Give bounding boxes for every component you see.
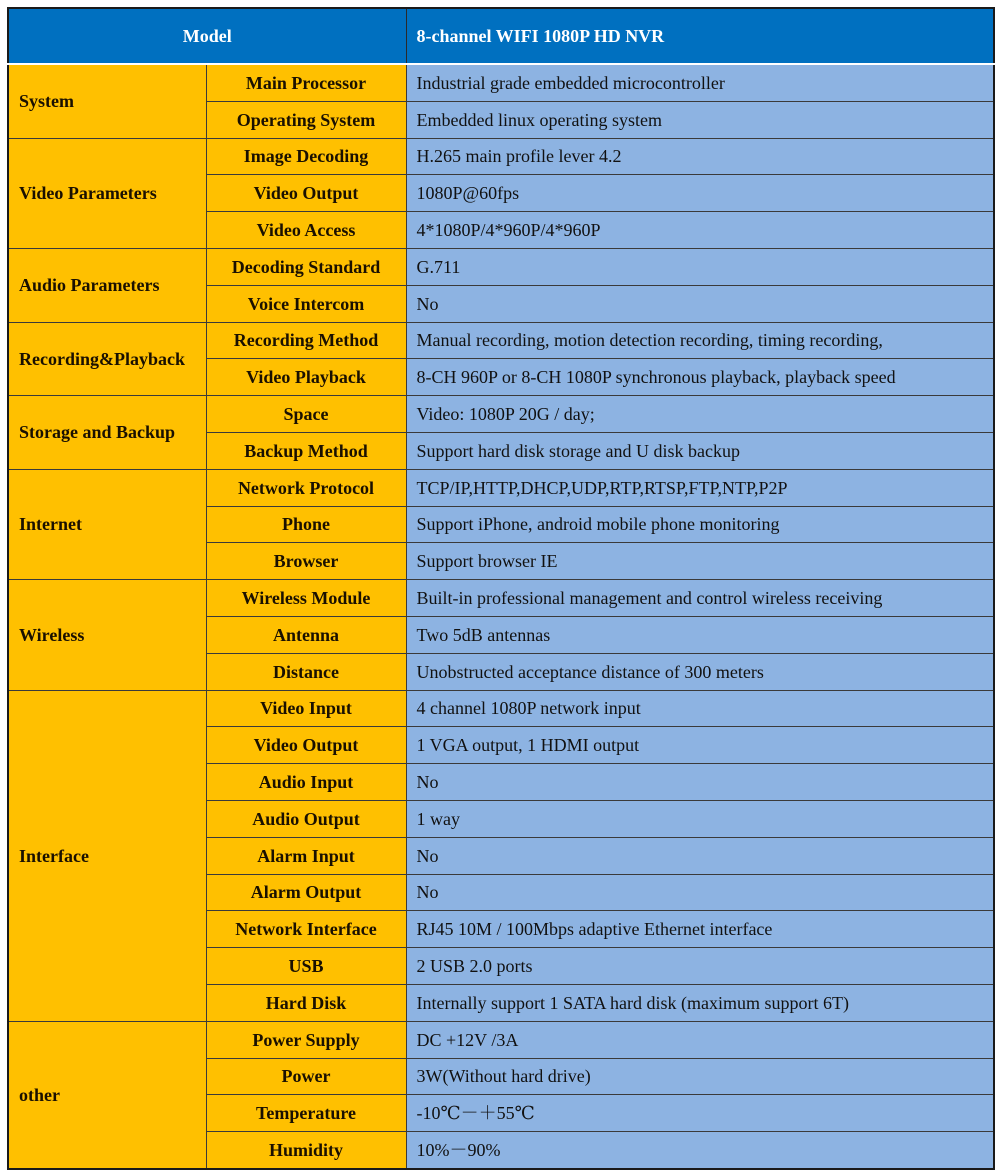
parameter-cell: Space	[206, 396, 406, 433]
value-cell: 8-CH 960P or 8-CH 1080P synchronous playback, playback speed	[406, 359, 994, 396]
parameter-cell: Temperature	[206, 1095, 406, 1132]
parameter-cell: Distance	[206, 653, 406, 690]
value-cell: 2 USB 2.0 ports	[406, 948, 994, 985]
value-cell: Support browser IE	[406, 543, 994, 580]
parameter-cell: Power Supply	[206, 1021, 406, 1058]
value-cell: No	[406, 874, 994, 911]
value-cell: Support iPhone, android mobile phone monitoring	[406, 506, 994, 543]
value-cell: Manual recording, motion detection recording, timing recording,	[406, 322, 994, 359]
spec-body	[8, 64, 994, 1169]
parameter-cell: Alarm Input	[206, 837, 406, 874]
spec-table	[7, 7, 995, 1170]
category-cell: Video Parameters	[8, 138, 206, 248]
model-value: 8-channel WIFI 1080P HD NVR	[406, 8, 994, 64]
category-cell: System	[8, 64, 206, 138]
value-cell: 4*1080P/4*960P/4*960P	[406, 212, 994, 249]
table-row	[8, 469, 994, 506]
parameter-cell: Alarm Output	[206, 874, 406, 911]
category-cell: Internet	[8, 469, 206, 579]
parameter-cell: Video Output	[206, 727, 406, 764]
parameter-cell: Antenna	[206, 616, 406, 653]
parameter-cell: Browser	[206, 543, 406, 580]
category-cell: Audio Parameters	[8, 248, 206, 322]
parameter-cell: USB	[206, 948, 406, 985]
table-row	[8, 138, 994, 175]
parameter-cell: Decoding Standard	[206, 248, 406, 285]
parameter-cell: Video Playback	[206, 359, 406, 396]
value-cell: 1 way	[406, 800, 994, 837]
parameter-cell: Wireless Module	[206, 580, 406, 617]
category-cell: Storage and Backup	[8, 396, 206, 470]
table-row	[8, 396, 994, 433]
value-cell: G.711	[406, 248, 994, 285]
parameter-cell: Main Processor	[206, 64, 406, 101]
parameter-cell: Network Interface	[206, 911, 406, 948]
value-cell: Unobstructed acceptance distance of 300 meters	[406, 653, 994, 690]
table-row	[8, 248, 994, 285]
value-cell: 1080P@60fps	[406, 175, 994, 212]
value-cell: H.265 main profile lever 4.2	[406, 138, 994, 175]
value-cell: Support hard disk storage and U disk backup	[406, 432, 994, 469]
table-row	[8, 322, 994, 359]
parameter-cell: Operating System	[206, 101, 406, 138]
table-row	[8, 1021, 994, 1058]
parameter-cell: Network Protocol	[206, 469, 406, 506]
value-cell: 1 VGA output, 1 HDMI output	[406, 727, 994, 764]
category-cell: Wireless	[8, 580, 206, 690]
model-label: Model	[8, 8, 406, 64]
parameter-cell: Video Input	[206, 690, 406, 727]
table-row	[8, 580, 994, 617]
value-cell: Built-in professional management and control wireless receiving	[406, 580, 994, 617]
value-cell: TCP/IP,HTTP,DHCP,UDP,RTP,RTSP,FTP,NTP,P2P	[406, 469, 994, 506]
parameter-cell: Audio Input	[206, 764, 406, 801]
value-cell: 4 channel 1080P network input	[406, 690, 994, 727]
value-cell: Internally support 1 SATA hard disk (maximum support 6T)	[406, 984, 994, 1021]
header-row	[8, 8, 994, 64]
value-cell: No	[406, 764, 994, 801]
value-cell: Industrial grade embedded microcontroller	[406, 64, 994, 101]
value-cell: 3W(Without hard drive)	[406, 1058, 994, 1095]
parameter-cell: Recording Method	[206, 322, 406, 359]
table-row	[8, 690, 994, 727]
parameter-cell: Video Output	[206, 175, 406, 212]
value-cell: No	[406, 837, 994, 874]
value-cell: -10℃－＋55℃	[406, 1095, 994, 1132]
table-row	[8, 64, 994, 101]
parameter-cell: Power	[206, 1058, 406, 1095]
value-cell: Two 5dB antennas	[406, 616, 994, 653]
parameter-cell: Voice Intercom	[206, 285, 406, 322]
value-cell: 10%－90%	[406, 1132, 994, 1169]
parameter-cell: Backup Method	[206, 432, 406, 469]
value-cell: Embedded linux operating system	[406, 101, 994, 138]
category-cell: Recording&Playback	[8, 322, 206, 396]
value-cell: Video: 1080P 20G / day;	[406, 396, 994, 433]
category-cell: other	[8, 1021, 206, 1169]
parameter-cell: Phone	[206, 506, 406, 543]
parameter-cell: Image Decoding	[206, 138, 406, 175]
parameter-cell: Audio Output	[206, 800, 406, 837]
parameter-cell: Hard Disk	[206, 984, 406, 1021]
value-cell: No	[406, 285, 994, 322]
value-cell: DC +12V /3A	[406, 1021, 994, 1058]
value-cell: RJ45 10M / 100Mbps adaptive Ethernet interface	[406, 911, 994, 948]
parameter-cell: Humidity	[206, 1132, 406, 1169]
category-cell: Interface	[8, 690, 206, 1021]
parameter-cell: Video Access	[206, 212, 406, 249]
